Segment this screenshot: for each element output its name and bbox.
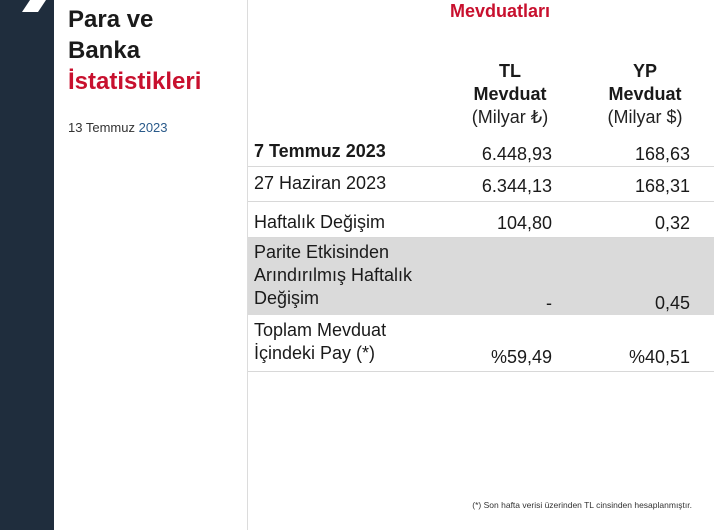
row-value-tl: 6.448,93 (481, 144, 552, 164)
row-value-yp: 0,32 (654, 213, 690, 233)
tl-header-unit: (Milyar ₺) (471, 107, 549, 127)
row-value-yp: 168,31 (634, 176, 690, 196)
row-label-line-2: Arındırılmış Haftalık (254, 265, 413, 285)
row-label: Haftalık Değişim (254, 212, 386, 232)
table-heading: Mevduatları (449, 1, 551, 21)
chevron-decoration-icon (0, 0, 54, 12)
row-label-line-1: Parite Etkisinden (254, 242, 390, 262)
row-value-tl: %59,49 (490, 347, 552, 367)
tl-header-main: TL (499, 61, 521, 81)
row-label-line-2: İçindeki Pay (*) (254, 343, 376, 363)
yp-header-unit: (Milyar $) (607, 107, 683, 127)
row-value-yp: 168,63 (634, 144, 690, 164)
page-title (68, 4, 243, 97)
table-row (248, 136, 714, 167)
date-year: 2023 (138, 120, 168, 135)
column-header-yp (590, 60, 700, 129)
report-date (68, 120, 168, 135)
title-line-1: Para ve (68, 6, 154, 33)
row-value-yp: 0,45 (654, 293, 690, 313)
row-label: 27 Haziran 2023 (254, 173, 387, 193)
footnote: (*) Son hafta verisi üzerinden TL cinsinden hesaplanmıştır. (472, 500, 692, 510)
title-line-2: Banka (68, 37, 141, 64)
tl-header-sub: Mevduat (473, 84, 547, 104)
yp-header-sub: Mevduat (608, 84, 682, 104)
table-row-shaded (248, 238, 714, 315)
row-value-tl: 6.344,13 (481, 176, 552, 196)
row-label: 7 Temmuz 2023 (254, 141, 386, 161)
row-value-tl: 104,80 (496, 213, 552, 233)
table-row (248, 202, 714, 238)
row-value-yp: %40,51 (628, 347, 690, 367)
row-label-line-3: Değişim (254, 288, 320, 308)
column-header-tl (455, 60, 565, 129)
table-row (248, 316, 714, 372)
row-label (254, 319, 386, 365)
row-value-tl: - (546, 293, 552, 313)
date-prefix: 13 Temmuz (68, 120, 135, 135)
row-label-line-1: Toplam Mevduat (254, 320, 387, 340)
table-row (248, 167, 714, 202)
left-dark-bar (0, 0, 54, 530)
yp-header-main: YP (632, 61, 657, 81)
row-label (254, 241, 412, 310)
title-line-3: İstatistikleri (68, 68, 202, 95)
